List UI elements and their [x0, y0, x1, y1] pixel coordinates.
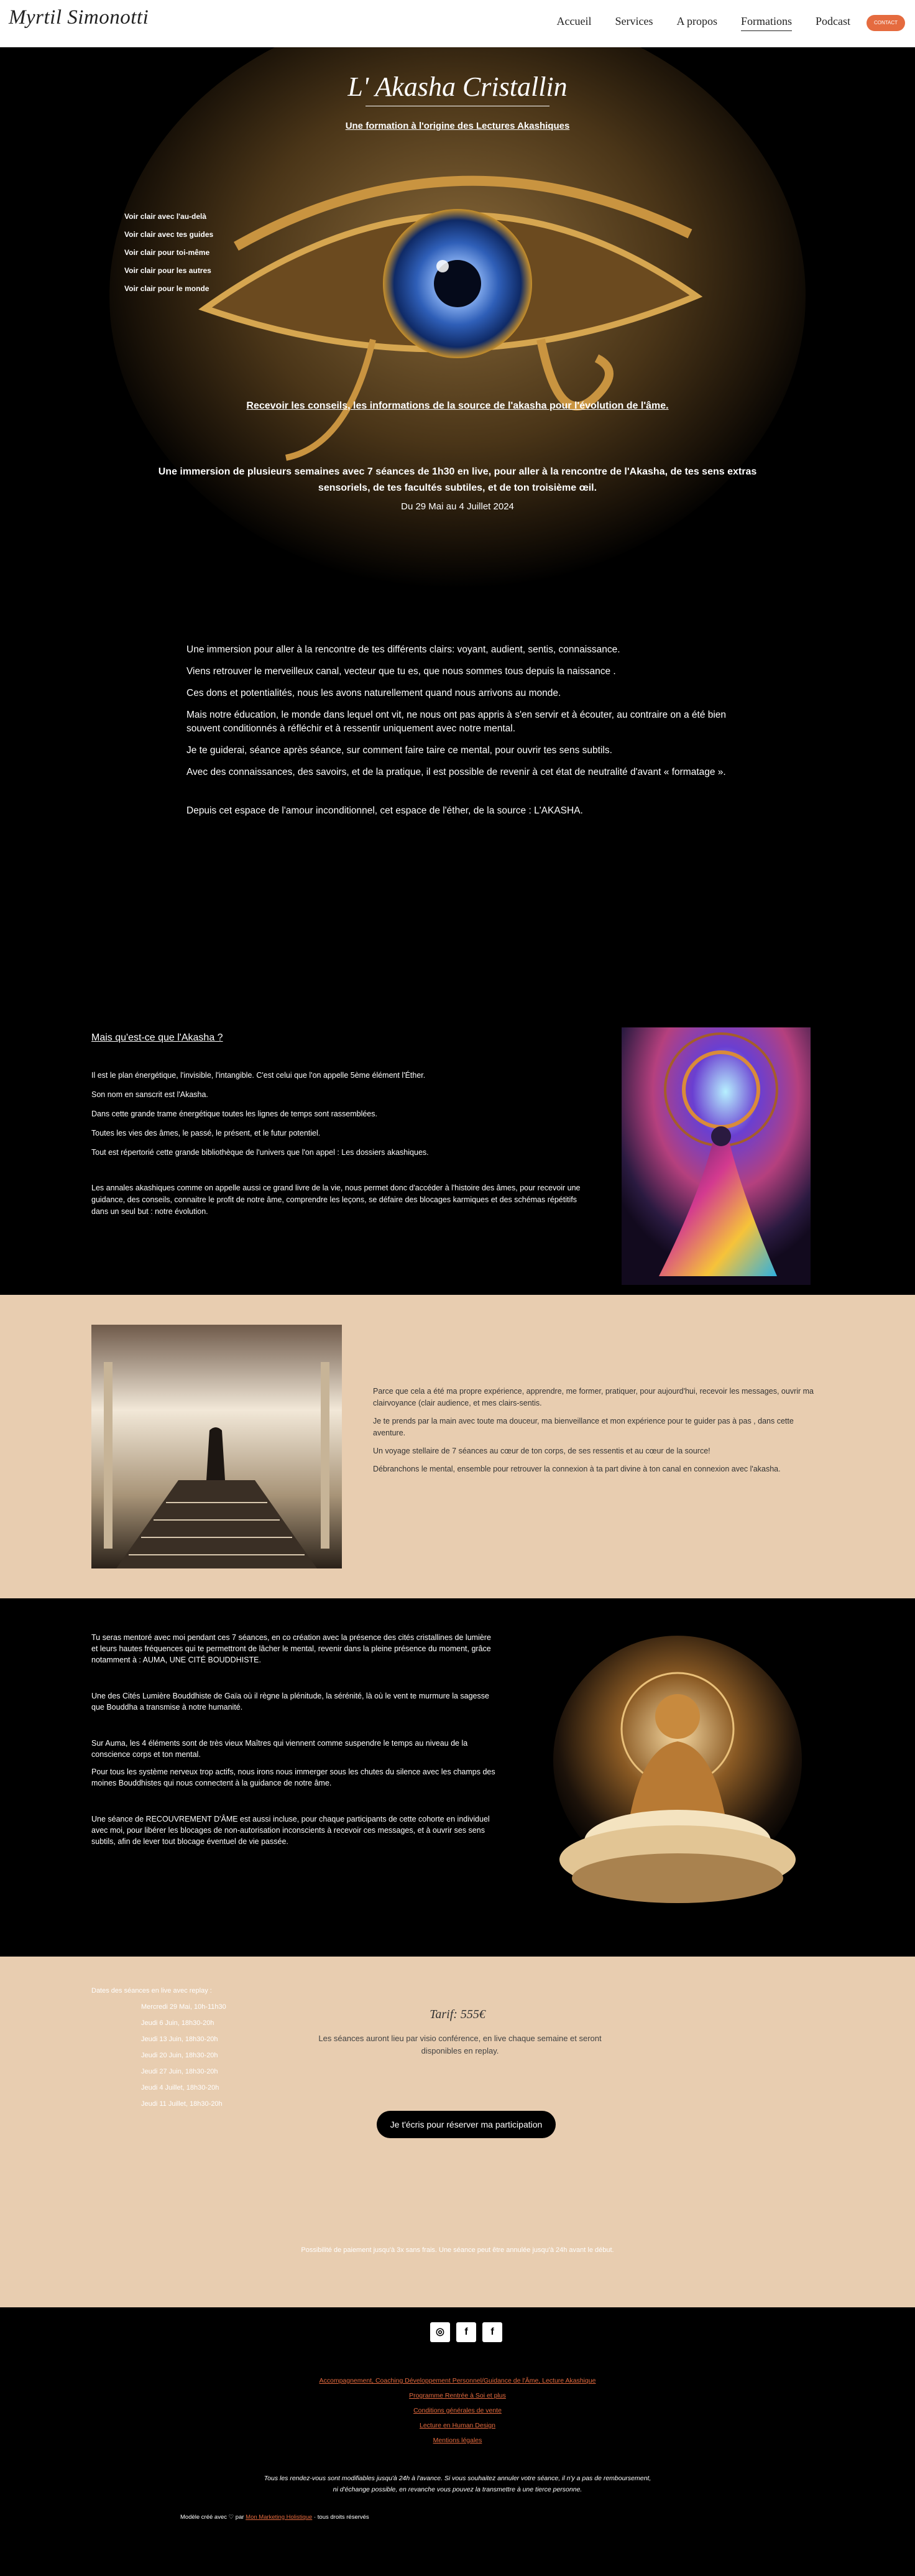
- auma-paragraph: Une séance de RECOUVREMENT D'ÂME est aussi incluse, pour chaque participants de cette cohorte en individuel avec moi, pour libérer les blocages de non-autorisation inconscients à recevoir ces messages, et à ouvrir ses sens subtils, afin de lever tout blocage éventuel de vie passée.: [91, 1815, 490, 1846]
- footer-link[interactable]: Programme Rentrée à Soi et plus: [409, 2392, 506, 2399]
- benefit-item: Voir clair pour les autres: [124, 266, 211, 275]
- intro-paragraph: Une immersion pour aller à la rencontre de tes différents clairs: voyant, audient, sentis, connaissance.: [186, 644, 620, 655]
- schedule-item: Mercredi 29 Mai, 10h-11h30: [141, 2003, 226, 2011]
- akasha-paragraph: Les annales akashiques comme on appelle aussi ce grand livre de la vie, nous permet donc d'accéder à l'histoire des âmes, pour recevoir une guidance, des conseils, connaitre le profit de notre âme, comprendre les leçons, se défaire des blocages karmiques et des schémas répétitifs dans un seul but : notre évolution.: [91, 1184, 581, 1216]
- hero-subtitle: Une formation à l'origine des Lectures Akashiques: [345, 121, 570, 131]
- schedule-item: Jeudi 27 Juin, 18h30-20h: [141, 2068, 218, 2075]
- intro-paragraph: Je te guiderai, séance après séance, sur comment faire taire ce mental, pour ouvrir tes sens subtils.: [186, 745, 612, 756]
- hero-title: L' Akasha Cristallin: [347, 72, 568, 102]
- footer-link[interactable]: Lecture en Human Design: [420, 2422, 495, 2429]
- akasha-paragraph: Dans cette grande trame énergétique toutes les lignes de temps sont rassemblées.: [91, 1110, 377, 1118]
- experience-section: [0, 1295, 915, 1598]
- hero-dates: Du 29 Mai au 4 Juillet 2024: [401, 501, 514, 512]
- facebook-icon[interactable]: f: [456, 2322, 476, 2342]
- experience-paragraph: Je te prends par la main avec toute ma douceur, ma bienveillance et mon expérience pour te guider pas à pas , dans cette aventure.: [373, 1417, 794, 1437]
- footer-links: [0, 2373, 915, 2448]
- akasha-text: [91, 1070, 595, 1225]
- hero-section: [0, 47, 915, 592]
- schedule-list: [91, 1983, 226, 2112]
- site-footer: [0, 2307, 915, 2576]
- main-nav: [533, 15, 850, 31]
- benefit-item: Voir clair avec l'au-delà: [124, 212, 207, 221]
- auma-paragraph: Sur Auma, les 4 éléments sont de très vieux Maîtres qui viennent comme suspendre le temps au niveau de la conscience corps et ton mental.: [91, 1739, 468, 1759]
- intro-paragraph: Depuis cet espace de l'amour inconditionnel, cet espace de l'éther, de la source : L'AKASHA.: [186, 805, 583, 816]
- nav-podcast[interactable]: Podcast: [816, 15, 850, 27]
- facebook-icon[interactable]: f: [482, 2322, 502, 2342]
- intro-paragraph: Mais notre éducation, le monde dans lequel ont vit, ne nous ont pas appris à s'en servir et à écouter, au contraire on a été bien souvent conditionnés à réfléchir et à ressentir uniquement avec notre mental.: [186, 710, 727, 734]
- site-logo[interactable]: Myrtil Simonotti: [9, 6, 149, 29]
- akasha-title: Mais qu'est-ce que l'Akasha ?: [91, 1032, 223, 1043]
- session-note: Les séances auront lieu par visio conférence, en live chaque semaine et seront disponibles en replay.: [318, 2034, 602, 2055]
- cosmic-library-image: [622, 1027, 811, 1285]
- experience-paragraph: Parce que cela a été ma propre expérience, apprendre, me former, pratiquer, pour aujourd'hui, recevoir les messages, ouvrir ma clairvoyance (clair audience, et mes clairs-sentis.: [373, 1387, 814, 1407]
- akasha-paragraph: Tout est répertorié cette grande bibliothèque de l'univers que l'on appel : Les dossiers akashiques.: [91, 1148, 429, 1157]
- benefit-item: Voir clair avec tes guides: [124, 230, 214, 239]
- auma-paragraph: Une des Cités Lumière Bouddhiste de Gaïa où il règne la plénitude, la sérénité, là où le vent te murmure la sagesse que Bouddha a transmise à notre humanité.: [91, 1692, 489, 1712]
- price: Tarif: 555€: [430, 2008, 485, 2021]
- experience-text: [373, 1386, 824, 1481]
- instagram-icon[interactable]: ◎: [430, 2322, 450, 2342]
- schedule-item: Jeudi 13 Juin, 18h30-20h: [141, 2036, 218, 2043]
- schedule-heading: Dates des séances en live avec replay :: [91, 1987, 212, 1995]
- hero-link[interactable]: Recevoir les conseils, les informations de la source de l'akasha pour l'évolution de l'âme.: [246, 401, 669, 411]
- nav-services[interactable]: Services: [615, 15, 653, 27]
- footer-link[interactable]: Conditions générales de vente: [413, 2407, 502, 2414]
- cancellation-note: Tous les rendez-vous sont modifiables jusqu'à 24h à l'avance. Si vous souhaitez annuler votre séance, il n'y a pas de remboursement, ni d'échange possible, en revanche vous pouvez la transmettre à une tierce personne.: [264, 2475, 651, 2493]
- schedule-item: Jeudi 20 Juin, 18h30-20h: [141, 2052, 218, 2059]
- credit-link[interactable]: Mon Marketing Holistique: [246, 2514, 313, 2521]
- social-links: [430, 2322, 502, 2342]
- auma-text: [91, 1632, 495, 1853]
- auma-paragraph: Pour tous les système nerveux trop actifs, nous irons nous immerger sous les chutes du silence avec les champs des moines Bouddhistes qui nous connectent à la guidance de notre âme.: [91, 1768, 495, 1787]
- intro-paragraph: Ces dons et potentialités, nous les avons naturellement quand nous arrivons au monde.: [186, 688, 561, 698]
- akasha-paragraph: Toutes les vies des âmes, le passé, le présent, et le futur potentiel.: [91, 1129, 321, 1137]
- nav-formations[interactable]: Formations: [741, 15, 792, 31]
- contact-button[interactable]: CONTACT: [867, 15, 905, 31]
- benefit-item: Voir clair pour le monde: [124, 284, 209, 293]
- intro-section: [0, 592, 915, 1020]
- auma-paragraph: Tu seras mentoré avec moi pendant ces 7 séances, en co création avec la présence des cités cristallines de lumière et leurs hautes fréquences qui te permettront de lâcher le mental, revenir dans la pleine présence du moment, grâce notamment à : AUMA, UNE CITÉ BOUDDHISTE.: [91, 1633, 491, 1664]
- buddha-image: [547, 1623, 808, 1934]
- hero-benefits-list: [124, 208, 213, 298]
- site-header: [0, 0, 915, 47]
- benefit-item: Voir clair pour toi-même: [124, 248, 210, 257]
- schedule-item: Jeudi 11 Juillet, 18h30-20h: [141, 2100, 223, 2108]
- akasha-section: [0, 1020, 915, 1295]
- nav-a-propos[interactable]: A propos: [676, 15, 717, 27]
- footer-credit: [180, 2514, 369, 2521]
- intro-text: [186, 643, 727, 826]
- pricing-section: [0, 1957, 915, 2307]
- payment-footnote: Possibilité de paiement jusqu'à 3x sans frais. Une séance peut être annulée jusqu'à 24h avant le début.: [301, 2246, 614, 2254]
- credit-prefix: Modèle créé avec ♡ par: [180, 2514, 244, 2521]
- auma-section: [0, 1598, 915, 1957]
- intro-paragraph: Viens retrouver le merveilleux canal, vecteur que tu es, que nous sommes tous depuis la naissance .: [186, 666, 616, 677]
- akasha-paragraph: Son nom en sanscrit est l'Akasha.: [91, 1090, 208, 1099]
- credit-suffix: · tous droits réservés: [313, 2514, 369, 2521]
- reserve-button[interactable]: Je t'écris pour réserver ma participation: [377, 2111, 556, 2138]
- footer-link[interactable]: Mentions légales: [433, 2437, 482, 2444]
- intro-paragraph: Avec des connaissances, des savoirs, et de la pratique, il est possible de revenir à cet état de neutralité d'avant « formatage ».: [186, 767, 726, 777]
- experience-paragraph: Un voyage stellaire de 7 séances au cœur de ton corps, de ses ressentis et au cœur de la source!: [373, 1447, 710, 1455]
- hero-description: Une immersion de plusieurs semaines avec 7 séances de 1h30 en live, pour aller à la rencontre de l'Akasha, de tes sens extras sensoriels, de tes facultés subtiles, et de ton troisième œil.: [158, 466, 757, 493]
- akasha-paragraph: Il est le plan énergétique, l'invisible, l'intangible. C'est celui que l'on appelle 5ème élément l'Éther.: [91, 1071, 426, 1080]
- nav-accueil[interactable]: Accueil: [556, 15, 592, 27]
- heavenly-stairs-image: [91, 1325, 342, 1568]
- schedule-item: Jeudi 6 Juin, 18h30-20h: [141, 2019, 214, 2027]
- schedule-item: Jeudi 4 Juillet, 18h30-20h: [141, 2084, 219, 2092]
- experience-paragraph: Débranchons le mental, ensemble pour retrouver la connexion à ta part divine à ton canal en connexion avec l'akasha.: [373, 1465, 781, 1473]
- footer-link[interactable]: Accompagnement, Coaching Développement Personnel/Guidance de l'Âme, Lecture Akashique: [319, 2377, 596, 2384]
